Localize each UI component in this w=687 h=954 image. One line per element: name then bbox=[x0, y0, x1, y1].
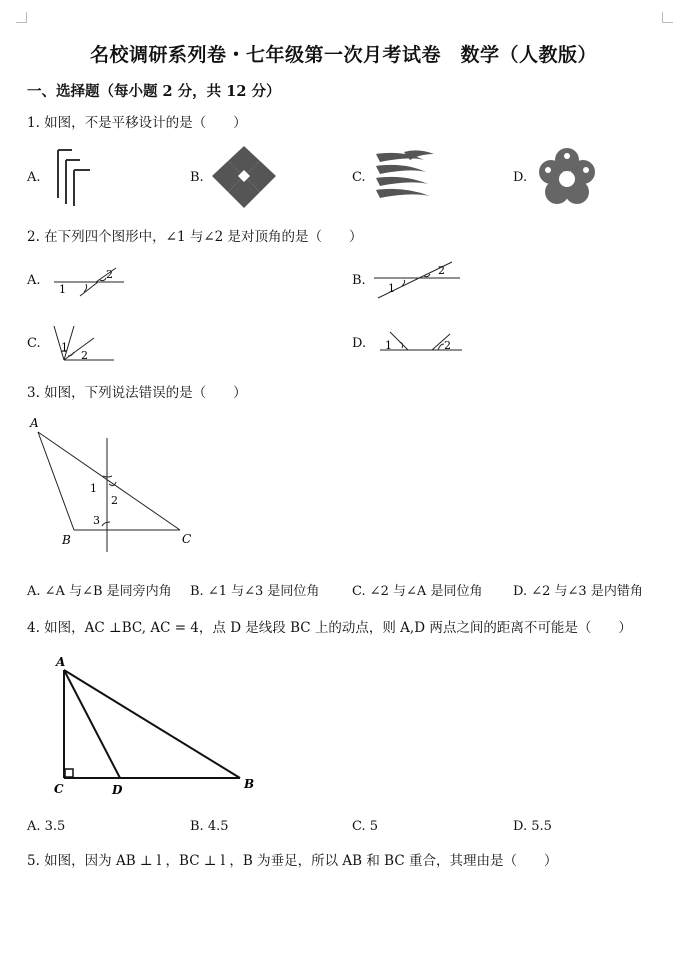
q3-label-B: B bbox=[62, 533, 71, 547]
q3-figure bbox=[24, 410, 204, 555]
q2-option-b-label: B. bbox=[352, 273, 366, 288]
q2a-angle-1: 1 bbox=[59, 283, 66, 296]
q4-option-a: A. 3.5 bbox=[27, 819, 66, 834]
q2d-angle-2: 2 bbox=[444, 339, 451, 352]
q2c-angle-1: 1 bbox=[61, 341, 68, 354]
q3-angle-2: 2 bbox=[111, 494, 118, 507]
q5-stem: 5. 如图，因为 AB ⊥ l ，BC ⊥ l ，B 为垂足，所以 AB 和 BC 重合，其理由是（ ） bbox=[27, 853, 558, 869]
q3-option-b: B. ∠1 与∠3 是同位角 bbox=[190, 584, 320, 599]
page-title: 名校调研系列卷・七年级第一次月考试卷 数学（人教版） bbox=[89, 44, 597, 66]
q2d-angle-1: 1 bbox=[385, 339, 392, 352]
q4-label-C: C bbox=[54, 782, 64, 796]
q4-stem: 4. 如图，AC ⊥BC, AC = 4，点 D 是线段 BC 上的动点，则 A,D 两点之间的距离不可能是（ ） bbox=[27, 620, 632, 636]
q4-option-b: B. 4.5 bbox=[190, 819, 229, 834]
q3-option-a: A. ∠A 与∠B 是同旁内角 bbox=[27, 584, 172, 599]
q2-figure-c bbox=[50, 322, 120, 366]
q1-option-a-label: A. bbox=[27, 170, 41, 185]
q1-figure-c bbox=[374, 150, 436, 206]
q1-option-b-label: B. bbox=[190, 170, 204, 185]
q4-label-B: B bbox=[244, 777, 255, 791]
corner-mark-right bbox=[662, 12, 673, 23]
q1-option-d-label: D. bbox=[513, 170, 528, 185]
section-heading: 一、选择题（每小题 2 分，共 12 分） bbox=[27, 83, 281, 100]
q2-option-d-label: D. bbox=[352, 336, 367, 351]
q1-option-c-label: C. bbox=[352, 170, 366, 185]
q2b-angle-2: 2 bbox=[438, 264, 445, 277]
q2-figure-a bbox=[50, 262, 130, 302]
q2-figure-b bbox=[372, 258, 464, 302]
q3-label-A: A bbox=[30, 416, 39, 430]
q2a-angle-2: 2 bbox=[106, 268, 113, 281]
q1-figure-a bbox=[50, 148, 100, 208]
q4-option-c: C. 5 bbox=[352, 819, 379, 834]
q1-figure-b bbox=[212, 146, 276, 208]
q3-angle-3: 3 bbox=[93, 514, 100, 527]
q3-label-C: C bbox=[182, 532, 192, 546]
q2-option-c-label: C. bbox=[27, 336, 41, 351]
q4-option-d: D. 5.5 bbox=[513, 819, 552, 834]
q2-stem: 2. 在下列四个图形中，∠1 与∠2 是对顶角的是（ ） bbox=[27, 229, 363, 245]
q3-option-c: C. ∠2 与∠A 是同位角 bbox=[352, 584, 483, 599]
q2-figure-d bbox=[376, 326, 466, 358]
q3-angle-1: 1 bbox=[90, 482, 97, 495]
q3-option-d: D. ∠2 与∠3 是内错角 bbox=[513, 584, 643, 599]
q2c-angle-2: 2 bbox=[81, 349, 88, 362]
q2b-angle-1: 1 bbox=[388, 282, 395, 295]
corner-mark-left bbox=[16, 12, 27, 23]
q4-label-A: A bbox=[56, 655, 66, 669]
q1-figure-d bbox=[536, 146, 598, 208]
q1-stem: 1. 如图，不是平移设计的是（ ） bbox=[27, 115, 247, 131]
q4-label-D: D bbox=[112, 783, 123, 797]
q2-option-a-label: A. bbox=[27, 273, 41, 288]
q3-stem: 3. 如图，下列说法错误的是（ ） bbox=[27, 385, 247, 401]
q4-figure bbox=[48, 650, 268, 800]
